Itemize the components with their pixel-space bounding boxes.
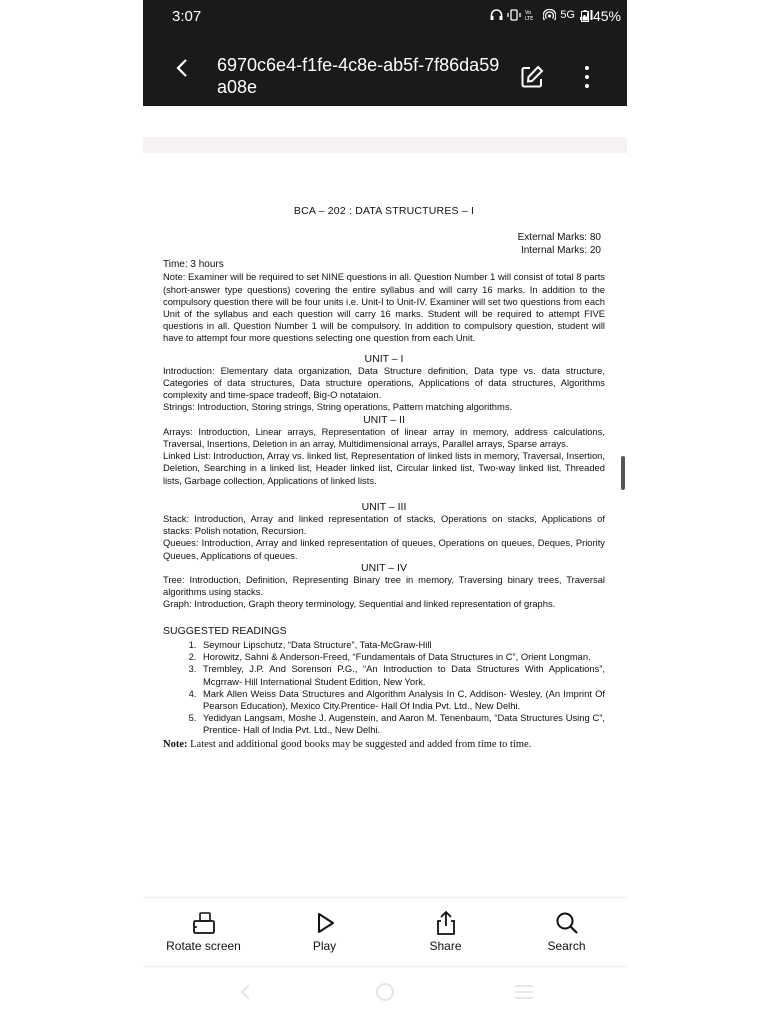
unit-4-graph: Graph: Introduction, Graph theory terminology, Sequential and linked representation of graphs. [163,598,556,610]
final-note-label: Note: [163,738,188,750]
rotate-screen-button[interactable] [143,898,264,966]
search-label: Search [547,939,586,953]
bottom-toolbar [143,897,627,967]
external-marks: External Marks: 80 [517,232,601,244]
unit-2-linked-list: Linked List: Introduction, Array vs. linked list, Representation of linked lists in memory, Traversal, Insertion, Deletion, Searching in a linked list, Header linked list, Circular linked list, Two-way linked list, Threaded lists, Garbage collection, Applications of linked lists. [163,450,605,486]
document-page [163,205,605,751]
phone-screen [143,0,627,1024]
play-icon [312,910,338,936]
nav-home-icon[interactable] [374,982,396,1002]
app-bar [143,34,627,106]
battery-icon [581,10,589,22]
unit-3-stack: Stack: Introduction, Array and linked representation of stacks, Operations on stacks, Applications of stacks: Polish notation, Recursion. [163,513,605,537]
list-item: 1. Seymour Lipschutz, “Data Structure”, Tata-McGraw-Hill [199,639,605,651]
list-item: 4. Mark Allen Weiss Data Structures and Algorithm Analysis In C, Addison- Wesley, (An Imprint Of Pearson Education), Mexico City.Prentice- Hall Of India Pvt. Ltd., New Delhi. [199,688,605,712]
course-heading: BCA – 202 : DATA STRUCTURES – I [293,205,475,217]
search-button[interactable] [506,898,627,966]
play-button[interactable] [264,898,385,966]
list-item: 3. Trembley, J.P. And Sorenson P.G., “An Introduction to Data Structures With Applications”, Mcgrraw- Hill International Student Edition, New York. [199,663,605,687]
unit-4-tree: Tree: Introduction, Definition, Representing Binary tree in memory, Traversing binary trees, Traversal algorithms using stacks. [163,574,605,598]
more-options-icon[interactable] [579,64,595,90]
nav-back-icon[interactable] [235,982,257,1002]
unit-1-title: UNIT – I [364,352,404,365]
internal-marks: Internal Marks: 20 [520,245,601,257]
unit-3-queues: Queues: Introduction, Array and linked representation of queues, Operations on queues, Deques, Priority Queues, Applications of queues. [163,537,605,561]
page-edge [143,137,627,153]
share-label: Share [429,939,462,953]
svg-text:Vo: Vo [525,10,532,16]
search-icon [554,910,580,936]
final-note [163,739,605,751]
share-button[interactable] [385,898,506,966]
hotspot-icon [543,9,556,21]
rotate-screen-icon [191,910,217,936]
battery-level: 45% [581,8,621,24]
exam-note: Note: Examiner will be required to set NINE questions in all. Question Number 1 will consist of total 8 parts (short-answer type questions) covering the entire syllabus and will carry 16 marks. In addition to the compulsory question there will be four units i.e. Unit-I to Unit-IV. Examiner will set two questions from each Unit of the syllabus and each question will carry 16 marks. Student will be required to attempt FIVE questions in all. Question Number 1 will be compulsory. In addition to compulsory question, student will have to attempt four more questions selecting one question from each Unit. [163,271,605,344]
network-type: 5G [560,9,575,21]
vibrate-icon [507,9,521,21]
system-nav-bar [143,972,627,1012]
scrollbar-thumb[interactable] [621,456,625,490]
unit-2-arrays: Arrays: Introduction, Linear arrays, Representation of linear array in memory, address calculations, Traversal, Insertions, Deletion in an array, Multidimensional arrays, Parallel arrays, Sparse arrays. [163,425,605,450]
unit-1-strings: Strings: Introduction, Storing strings, String operations, Pattern matching algorithms. [163,401,513,413]
rotate-screen-label: Rotate screen [166,939,241,953]
final-note-text: Latest and additional good books may be suggested and added from time to time. [187,738,532,750]
edit-icon[interactable] [519,64,545,90]
unit-3-title: UNIT – III [361,500,407,513]
list-item: 2. Horowitz, Sahni & Anderson-Freed, “Fundamentals of Data Structures in C”, Orient Longman. [199,651,605,663]
unit-4-title: UNIT – IV [361,561,407,574]
unit-2-title: UNIT – II [363,413,405,426]
suggested-readings-title: SUGGESTED READINGS [163,624,287,637]
headphones-icon [490,9,503,21]
share-icon [433,910,459,936]
back-arrow-icon[interactable] [171,56,195,80]
status-time: 3:07 [172,8,202,25]
document-title: 6970c6e4-f1fe-4c8e-ab5f-7f86da59a08e [217,55,500,97]
volte-icon [525,9,539,21]
svg-text:LTE: LTE [525,16,534,21]
play-label: Play [312,939,337,953]
unit-1-introduction: Introduction: Elementary data organization, Data Structure definition, Data type vs. data structure, Categories of data structures, Data structure operations, Applications of data structures, Algorithms complexity and time-space tradeoff, Big-O notataion. [163,364,605,401]
nav-recents-icon[interactable] [513,982,535,1002]
status-bar [143,0,627,34]
list-item: 5. Yedidyan Langsam, Moshe J. Augenstein, and Aaron M. Tenenbaum, “Data Structures Using C”, Prentice- Hall of India Pvt. Ltd., New Delhi. [199,712,605,736]
readings-list [163,639,605,737]
exam-time: Time: 3 hours [163,259,224,271]
status-indicators [490,9,593,21]
